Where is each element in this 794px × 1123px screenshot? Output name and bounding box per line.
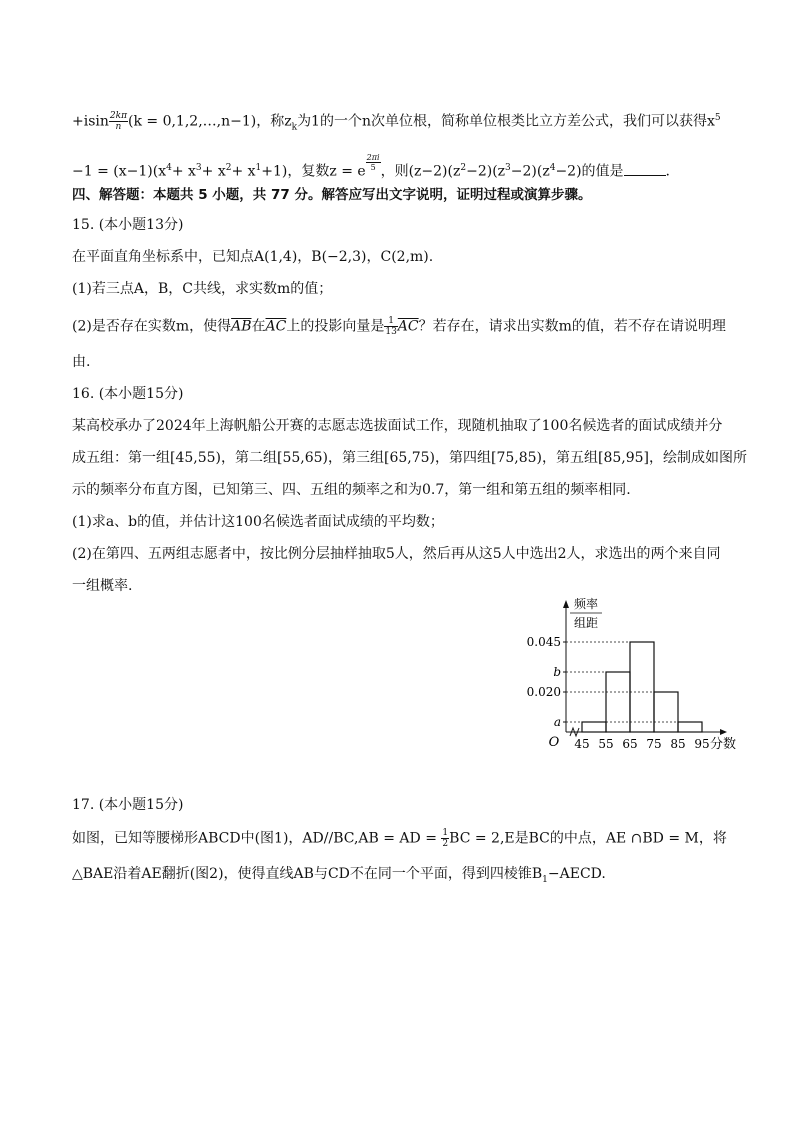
- x-tick-label: 45: [574, 737, 590, 751]
- question-17-header: 17. (本小题15分): [72, 797, 184, 813]
- frequency-histogram: [520, 594, 737, 764]
- x-tick-label: 75: [646, 737, 662, 751]
- y-tick-label: 0.045: [526, 635, 561, 649]
- question-16-part1: (1)求a、b的值，并估计这100名候选者面试成绩的平均数；: [72, 514, 444, 530]
- question-15-text: 在平面直角坐标系中，已知点A(1,4)，B(−2,3)，C(2,m).: [72, 249, 434, 265]
- question-16-text-3: 示的频率分布直方图，已知第三、四、五组的频率之和为0.7，第一组和第五组的频率相同.: [72, 482, 631, 498]
- question-16-part2-cont: 一组概率.: [72, 578, 133, 594]
- histogram-bar: [630, 642, 654, 732]
- y-tick-label: b: [553, 665, 561, 679]
- y-tick-label: a: [553, 715, 561, 729]
- text: 为1的一个n次单位根，简称单位根类比立方差公式，我们可以获得x: [297, 113, 715, 130]
- answer-blank[interactable]: [624, 163, 666, 176]
- fraction: $\frac{1}{2}$: [442, 828, 449, 849]
- question-16-text-1: 某高校承办了2024年上海帆船公开赛的志愿志选拔面试工作，现随机抽取了100名候选者的面试成绩并分: [72, 418, 723, 434]
- origin-label: O: [548, 735, 560, 750]
- x-axis-arrow: [720, 729, 727, 735]
- question-16-part2: (2)在第四、五两组志愿者中，按比例分层抽样抽取5人，然后再从这5人中选出2人，求选出的两个来自同: [72, 546, 721, 562]
- question-15-part2-cont: 由.: [72, 354, 91, 370]
- x-tick-label: 85: [670, 737, 686, 751]
- section-heading: 四、解答题：本题共 5 小题，共 77 分。解答应写出文字说明，证明过程或演算步骤。: [72, 187, 592, 203]
- histogram-bar: [606, 672, 630, 732]
- x-tick-label: 65: [622, 737, 638, 751]
- histogram-bar: [654, 692, 678, 732]
- question-17-text-1: 如图，已知等腰梯形ABCD中(图1)，AD//BC,AB = AD = $\frac{1}{2}$ BC = 2,E是BC的中点，AE ∩BD = M，将: [72, 828, 727, 849]
- axis-break: [570, 728, 579, 736]
- question-16-text-2: 成五组：第一组[45,55)，第二组[55,65)，第三组[65,75)，第四组[75,85)，第五组[85,95]，绘制成如图所: [72, 450, 748, 466]
- question-15-header: 15. (本小题13分): [72, 217, 184, 233]
- text: +isin: [72, 113, 109, 130]
- y-tick-label: 0.020: [526, 685, 561, 699]
- y-axis-label-top: 频率: [573, 597, 599, 611]
- line-2: $-1 = (x-1)(x^4+ x^3+ x^2+ x^1+1)$，复数z = e $\frac{2\pi i}{5}$ ，则$(z-2)(z^2-2)(z^3-2)(z^4-2)$的值是 .: [72, 153, 670, 180]
- exponent-fraction: $\frac{2\pi i}{5}$: [366, 153, 380, 172]
- y-axis-arrow: [563, 600, 569, 608]
- question-16-header: 16. (本小题15分): [72, 386, 184, 402]
- x-tick-label: 55: [598, 737, 614, 751]
- fraction: $\frac{1}{13}$: [385, 316, 397, 337]
- x-axis-label: 分数: [710, 737, 737, 752]
- histogram-bar: [678, 722, 702, 732]
- y-axis-label-bottom: 组距: [573, 616, 599, 630]
- text: (k = 0,1,2,…,n−1)，称z: [128, 113, 292, 130]
- line-1: +isin $\frac{2k\pi}{n}$ (k = 0,1,2,…,n−1)，称$z_k$为1的一个n次单位根，简称单位根类比立方差公式，我们可以获得$x^5$: [72, 111, 721, 133]
- question-17-text-2: △BAE沿着AE翻折(图2)，使得直线AB与CD不在同一个平面，得到四棱锥$B_1-AECD$.: [72, 866, 606, 885]
- fraction: $\frac{2k\pi}{n}$: [109, 111, 127, 133]
- question-15-part2: (2)是否存在实数m，使得$\overline{AB}$在$\overline{AC}$上的投影向量是 $\frac{1}{13}$ $\overline{AC}$？若存在，请求出实数m的值，若不存在请说明理: [72, 316, 726, 337]
- question-15-part1: (1)若三点A，B，C共线，求实数m的值；: [72, 281, 333, 297]
- x-tick-label: 95: [694, 737, 710, 751]
- histogram-bar: [582, 722, 606, 732]
